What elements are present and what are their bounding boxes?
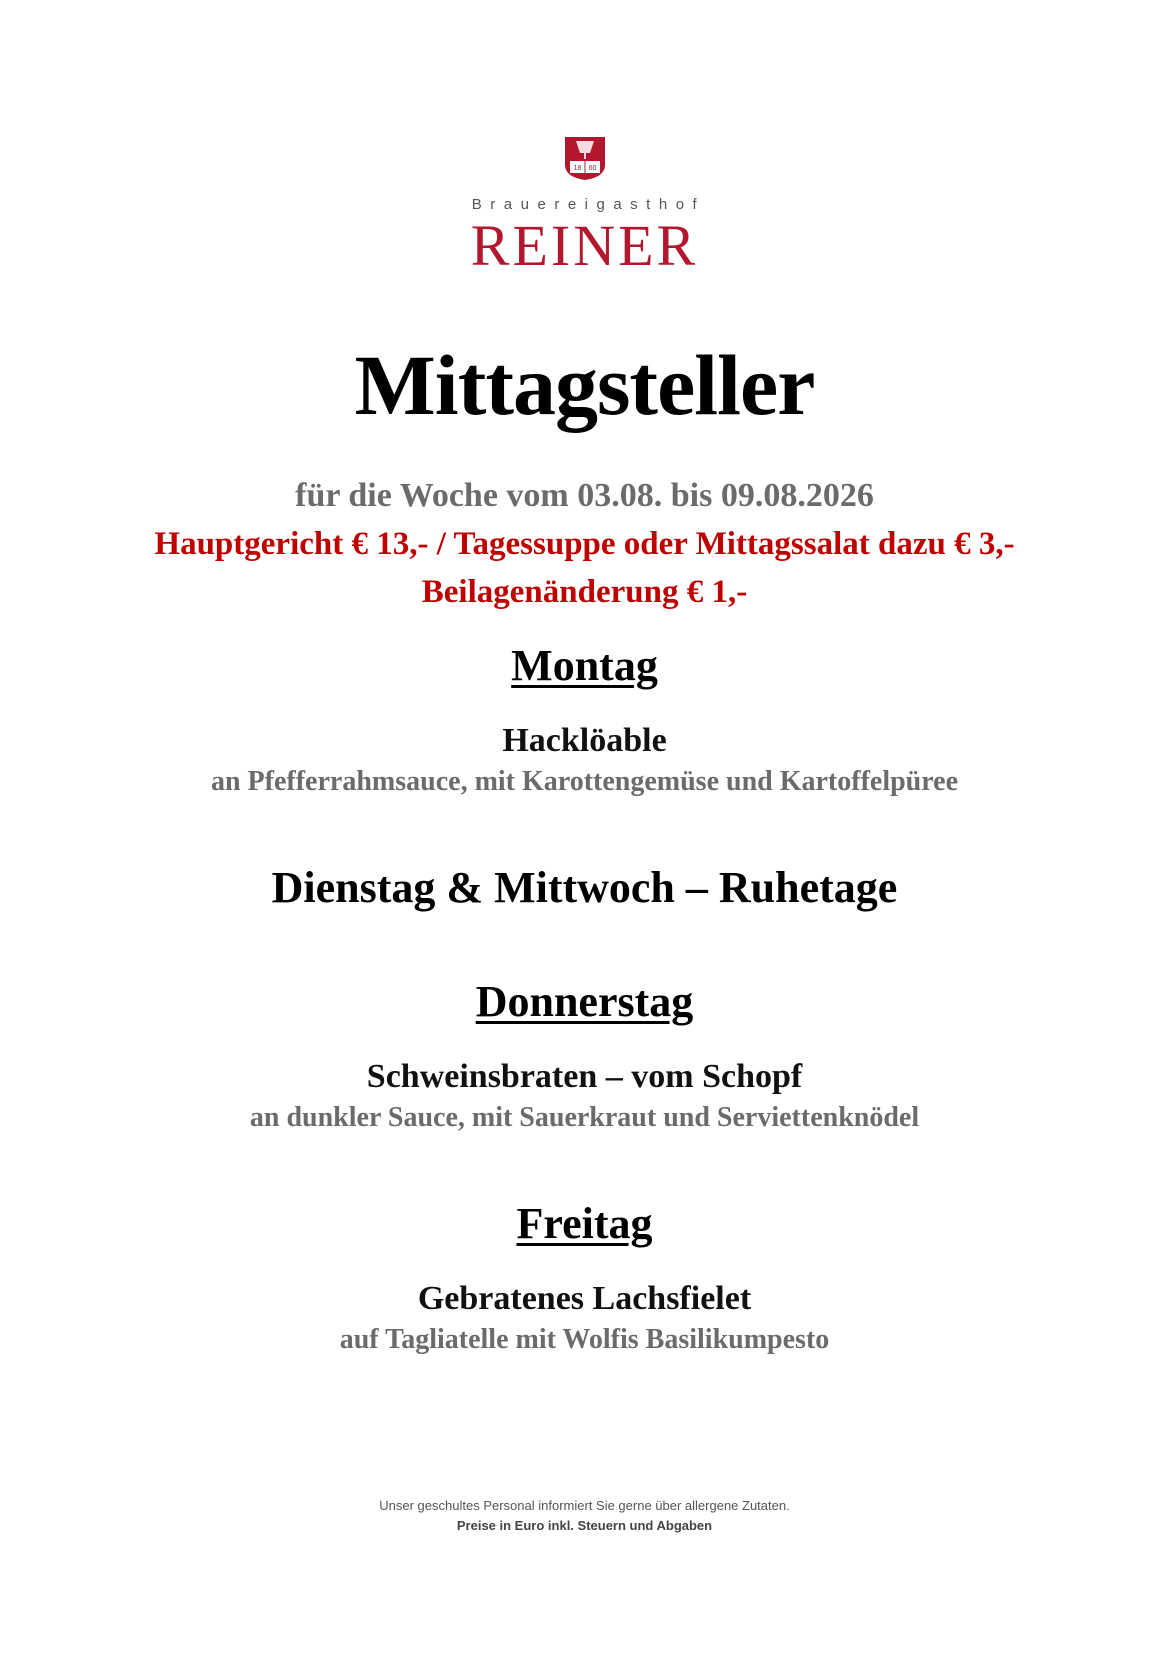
svg-text:60: 60	[588, 165, 596, 172]
day-heading-ruhetage: Dienstag & Mittwoch – Ruhetage	[271, 863, 898, 912]
price-side-change: Beilagenänderung € 1,-	[421, 574, 748, 610]
brewery-logo	[0, 135, 1169, 281]
svg-text:18: 18	[573, 165, 581, 172]
logo-subtitle: Brauereigasthof	[471, 196, 706, 213]
dish-description-montag: an Pfefferrahmsauce, mit Karottengemüse und Kartoffelpüree	[210, 766, 959, 797]
dish-description-donnerstag: an dunkler Sauce, mit Sauerkraut und Serviettenknödel	[249, 1102, 920, 1133]
logo-name: REINER	[470, 213, 699, 278]
shield-logo-icon	[562, 135, 608, 181]
price-note: Preise in Euro inkl. Steuern und Abgaben	[456, 1518, 713, 1533]
dish-name-donnerstag: Schweinsbraten – vom Schopf	[366, 1058, 803, 1095]
day-heading-donnerstag: Donnerstag	[475, 977, 694, 1026]
allergen-note: Unser geschultes Personal informiert Sie gerne über allergene Zutaten.	[379, 1498, 790, 1513]
dish-description-freitag: auf Tagliatelle mit Wolfis Basilikumpesto	[339, 1324, 830, 1355]
dish-name-montag: Hacklöable	[502, 722, 667, 759]
price-main: Hauptgericht € 13,- / Tagessuppe oder Mittagssalat dazu € 3,-	[154, 526, 1015, 562]
day-heading-montag: Montag	[511, 641, 658, 690]
day-heading-freitag: Freitag	[516, 1199, 653, 1248]
dish-name-freitag: Gebratenes Lachsfielet	[417, 1280, 752, 1317]
week-range: für die Woche vom 03.08. bis 09.08.2026	[295, 477, 874, 514]
page-title: Mittagsteller	[354, 337, 815, 433]
